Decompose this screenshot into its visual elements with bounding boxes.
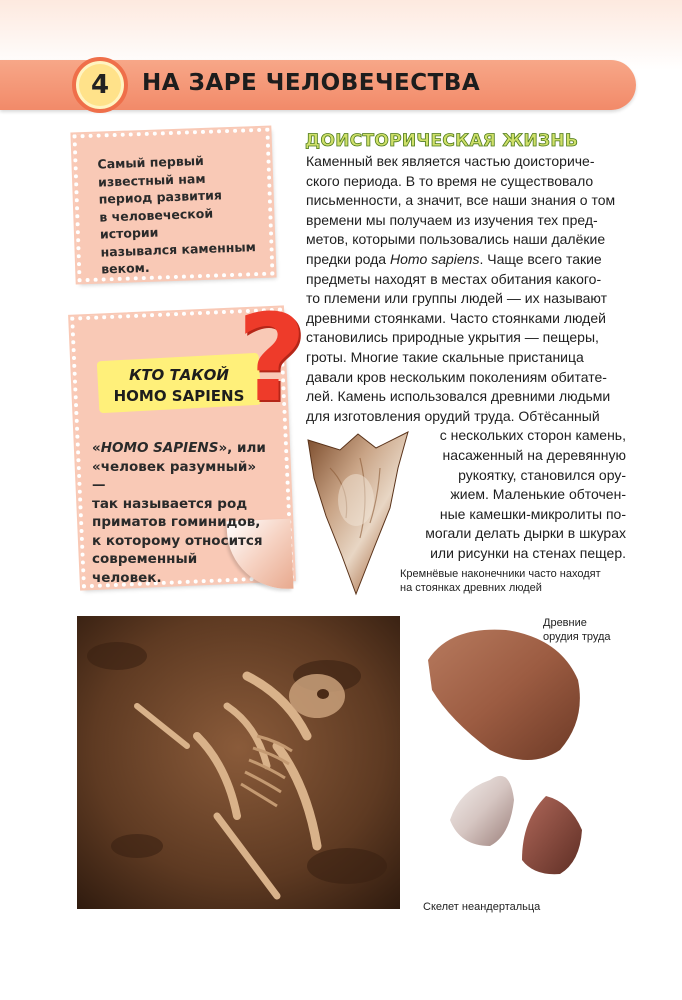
wrap-line: жием. Маленькие обточен- — [450, 486, 626, 502]
wrap-line: или рисунки на стенах пещер. — [430, 545, 626, 561]
question-label-line-2: HOMO SAPIENS — [113, 387, 245, 405]
paragraph-line: времени мы получаем из изучения тех пред- — [306, 211, 598, 228]
paragraph-line: письменности, а значит, все наши знания о том — [306, 192, 616, 209]
wrap-line: ные камешки-микролиты по- — [439, 506, 626, 522]
paragraph-line: давали кров нескольким поколениям обитате- — [306, 368, 607, 385]
neanderthal-skeleton-photo — [77, 616, 400, 909]
paragraph-line: то племени или группы людей — их называют — [306, 290, 608, 307]
paragraph-line: предки рода Homo sapiens. Чаще всего такие — [306, 250, 602, 267]
caption-line: орудия труда — [543, 631, 611, 643]
note-line: веком. — [100, 259, 150, 277]
section-paragraph — [306, 152, 626, 426]
chapter-number-badge: 4 — [72, 57, 128, 113]
paragraph-line: лей. Камень использовался древними людьми — [306, 388, 611, 405]
wrap-line: рукоятку, становился ору- — [458, 467, 626, 483]
question-mark-icon: ? — [237, 290, 307, 429]
caption-line: Древние — [543, 617, 587, 629]
note-line: в человеческой истории — [99, 205, 214, 242]
wrap-line: с нескольких сторон камень, — [439, 427, 626, 443]
question-line: современный — [92, 551, 198, 567]
note-line: Самый первый — [97, 152, 205, 172]
question-line: «HOMO SAPIENS», или — [92, 440, 266, 456]
note-stamp — [72, 128, 274, 283]
paragraph-line: становились природные укрытия — пещеры, — [306, 329, 599, 346]
skeleton-caption: Скелет неандертальца — [423, 901, 541, 913]
arrowhead-caption — [400, 567, 640, 595]
note-stamp-text — [97, 150, 266, 278]
note-line: известный нам — [97, 170, 206, 190]
question-line: так называется род — [92, 495, 248, 512]
paragraph-line: гроты. Многие такие скальные пристаница — [306, 348, 584, 365]
wrap-line: насаженный на деревянную — [442, 447, 626, 463]
latin-term: Homo sapiens — [389, 250, 480, 267]
paragraph-line: метов, которыми пользовались наши далёкие — [306, 231, 606, 248]
chapter-title: НА ЗАРЕ ЧЕЛОВЕЧЕСТВА — [142, 70, 481, 96]
paragraph-line: для изготовления орудий труда. Обтёсанный — [306, 407, 600, 424]
paragraph-line: древними стоянками. Часто стоянками людей — [306, 309, 606, 326]
latin-term: HOMO SAPIENS — [100, 440, 219, 456]
paragraph-line: ского периода. В то время не существовало — [306, 172, 594, 189]
caption-line: на стоянках древних людей — [400, 582, 542, 594]
note-line: период развития — [98, 187, 223, 207]
question-line: приматов гоминидов, — [92, 514, 261, 530]
question-line: к которому относится — [92, 532, 263, 549]
paragraph-line: предметы находят в местах обитания какого- — [306, 270, 602, 287]
ancient-tools-image — [410, 610, 610, 880]
caption-line: Кремнёвые наконечники часто находят — [400, 568, 601, 580]
section-title: ДОИСТОРИЧЕСКАЯ ЖИЗНЬ — [305, 131, 579, 151]
question-stamp-text — [92, 439, 272, 587]
flint-arrowhead-image — [300, 428, 412, 596]
wrap-line: могали делать дырки в шкурах — [425, 525, 626, 541]
tools-caption — [543, 616, 643, 644]
question-line: «человек разумный» — — [92, 458, 257, 493]
note-line: назывался каменным — [100, 238, 257, 260]
paragraph-line: Каменный век является частью доисториче- — [306, 153, 595, 169]
question-label-line-1: КТО ТАКОЙ — [129, 366, 229, 384]
question-line: человек. — [92, 569, 162, 586]
